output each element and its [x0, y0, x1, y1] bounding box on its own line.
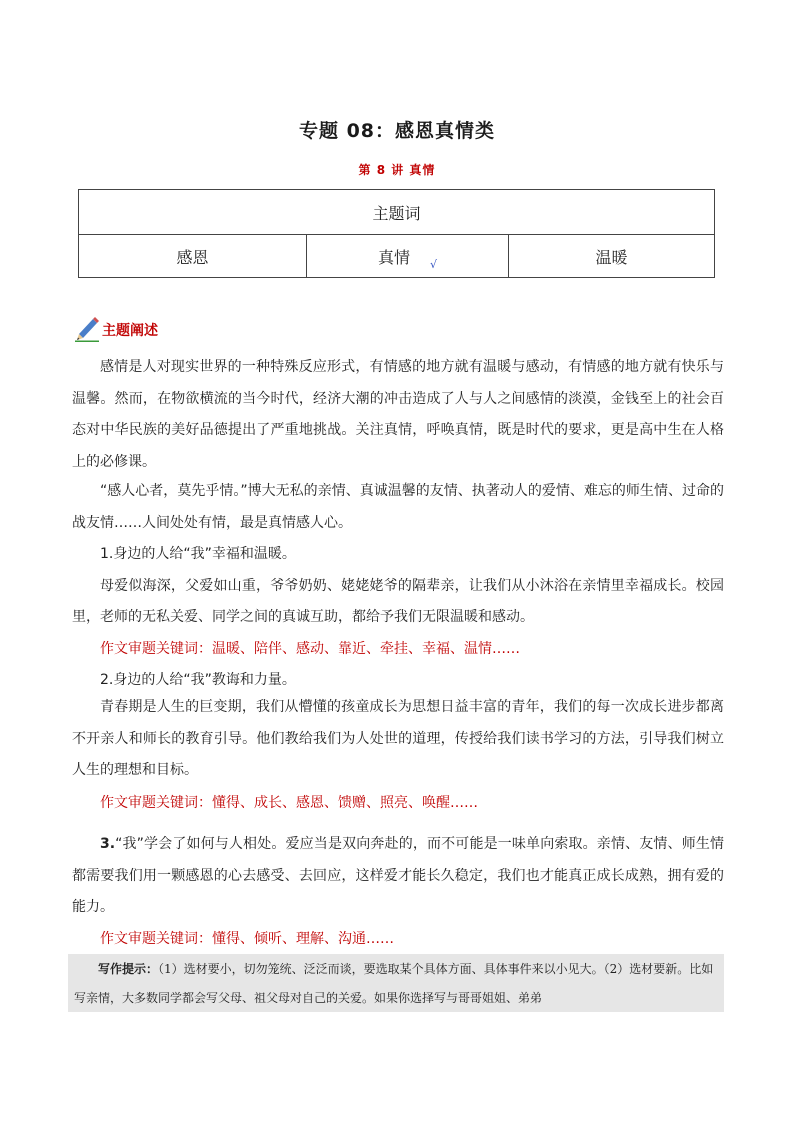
writing-tip-label: 写作提示：	[98, 962, 159, 976]
point-3-block	[72, 829, 724, 955]
section-heading	[74, 312, 158, 342]
point-number-3: 3.	[100, 836, 116, 852]
paragraph: 青春期是人生的巨变期，我们从懵懂的孩童成长为思想日益丰富的青年，我们的每一次成长进步都离不开亲人和师长的教育引导。他们教给我们为人处世的道理，传授给我们读书学习的方法，引导我们树立人生的理想和目标。	[72, 699, 724, 778]
writing-tip-box	[68, 954, 724, 1012]
keyword-line-2: 作文审题关键词：懂得、成长、感恩、馈赠、照亮、唤醒……	[100, 795, 478, 811]
keyword-cell-gratitude: 感恩	[79, 235, 307, 278]
keyword-line-3: 作文审题关键词：懂得、倾听、理解、沟通……	[100, 930, 394, 947]
keyword-block-2	[72, 788, 724, 820]
keyword-cell-label: 真情	[377, 247, 410, 267]
check-mark: √	[430, 257, 438, 271]
lecture-subtitle: 第 8 讲 真情	[358, 163, 436, 177]
keyword-line-1: 作文审题关键词：温暖、陪伴、感动、靠近、牵挂、幸福、温情……	[100, 640, 520, 657]
keyword-cell-true-feeling	[307, 235, 509, 278]
point-heading-2: 2.身边的人给“我”教诲和力量。	[100, 672, 296, 688]
document-title: 专题 08：感恩真情类	[298, 120, 496, 142]
point-heading-3	[72, 829, 724, 924]
paragraph: 感情是人对现实世界的一种特殊反应形式，有情感的地方就有温暖与感动，有情感的地方就有快乐与温馨。然而，在物欲横流的当今时代，经济大潮的冲击造成了人与人之间感情的淡漠，金钱至上的社会百态对中华民族的美好品德提出了严重地挑战。关注真情，呼唤真情，既是时代的要求，更是高中生在人格上的必修课。	[72, 359, 724, 470]
paragraph: “感人心者，莫先乎情。”博大无私的亲情、真诚温馨的友情、执著动人的爱情、难忘的师生情、过命的战友情……人间处处有情，最是真情感人心。	[72, 483, 724, 531]
growth-paragraph-block	[72, 692, 724, 787]
point-text-3: “我”学会了如何与人相处。爱应当是双向奔赴的，而不可能是一味单向索取。亲情、友情、师生情都需要我们用一颗感恩的心去感受、去回应，这样爱才能长久稳定，我们也才能真正成长成熟，拥有爱的能力。	[72, 836, 724, 915]
paragraph: 母爱似海深，父爱如山重，爷爷奶奶、姥姥姥爷的隔辈亲，让我们从小沐浴在亲情里幸福成长。校园里，老师的无私关爱、同学之间的真诚互助，都给予我们无限温暖和感动。	[72, 577, 724, 625]
intro-paragraph-block	[72, 352, 724, 478]
section-title: 主题阐述	[102, 323, 158, 339]
quote-paragraph-block	[72, 476, 724, 697]
keyword-table	[78, 189, 715, 278]
pencil-icon	[74, 316, 100, 342]
writing-tip-text: （1）选材要小，切勿笼统、泛泛而谈，要选取某个具体方面、具体事件来以小见大。（2）选材要新。比如写亲情，大多数同学都会写父母、祖父母对自己的关爱。如果你选择写与哥哥姐姐、弟弟	[74, 962, 714, 1005]
keyword-table-header: 主题词	[79, 190, 715, 235]
keyword-cell-warmth: 温暖	[509, 235, 715, 278]
point-heading-1: 1.身边的人给“我”幸福和温暖。	[100, 546, 296, 562]
